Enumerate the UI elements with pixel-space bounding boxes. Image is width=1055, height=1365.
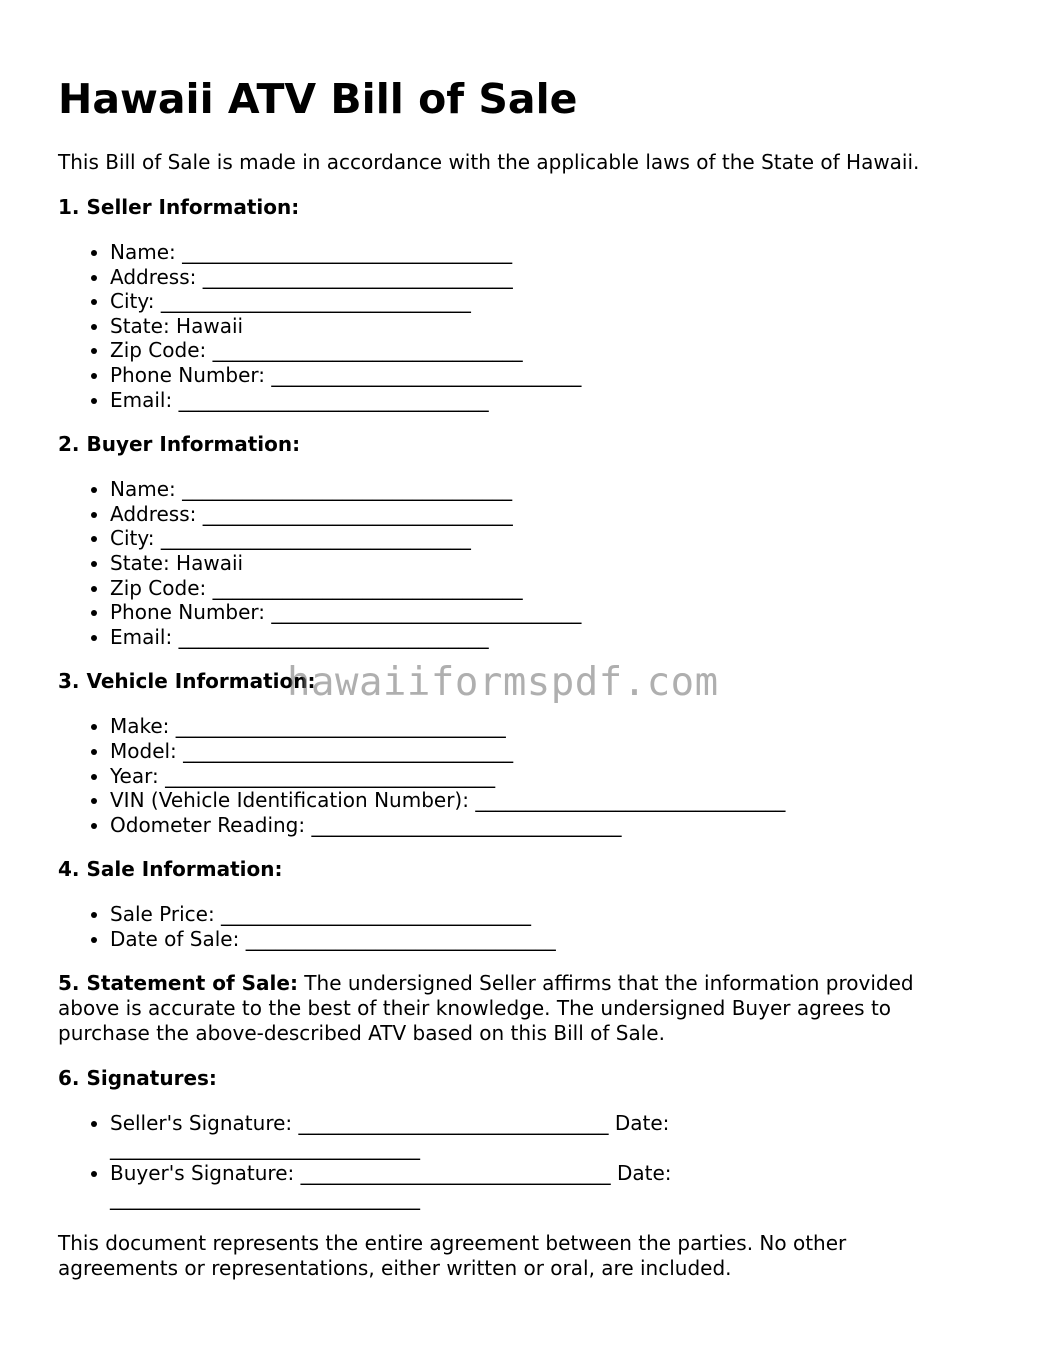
sale-price-field: • Sale Price: _______________________________ bbox=[110, 902, 958, 927]
buyer-address-field: • Address: _______________________________ bbox=[110, 502, 958, 527]
sale-section-heading: 4. Sale Information: bbox=[58, 857, 283, 882]
document-title: Hawaii ATV Bill of Sale bbox=[58, 75, 578, 123]
buyer-signature-field: • Buyer's Signature: _______________________________ Date: _______________________________ bbox=[110, 1161, 720, 1211]
seller-zip-field: • Zip Code: _______________________________ bbox=[110, 338, 958, 363]
sale-date-field: • Date of Sale: _______________________________ bbox=[110, 927, 958, 952]
statement-heading: 5. Statement of Sale: bbox=[58, 971, 298, 996]
buyer-info-list bbox=[58, 477, 958, 649]
seller-info-list bbox=[58, 240, 958, 412]
buyer-zip-field: • Zip Code: _______________________________ bbox=[110, 576, 958, 601]
vehicle-year-field: • Year: _________________________________ bbox=[110, 764, 958, 789]
statement-of-sale bbox=[58, 971, 958, 1046]
seller-email-field: • Email: _______________________________ bbox=[110, 388, 958, 413]
vehicle-odometer-field: • Odometer Reading: _______________________________ bbox=[110, 813, 958, 838]
signatures-section-heading: 6. Signatures: bbox=[58, 1066, 217, 1091]
vehicle-model-field: • Model: _________________________________ bbox=[110, 739, 958, 764]
signatures-list bbox=[58, 1111, 958, 1211]
buyer-email-field: • Email: _______________________________ bbox=[110, 625, 958, 650]
buyer-city-field: • City: _______________________________ bbox=[110, 526, 958, 551]
seller-name-field: • Name: _________________________________ bbox=[110, 240, 958, 265]
seller-city-field: • City: _______________________________ bbox=[110, 289, 958, 314]
seller-phone-field: • Phone Number: _______________________________ bbox=[110, 363, 958, 388]
intro-paragraph: This Bill of Sale is made in accordance with the applicable laws of the State of Hawaii. bbox=[58, 150, 920, 174]
buyer-section-heading: 2. Buyer Information: bbox=[58, 432, 301, 457]
sale-info-list bbox=[58, 902, 958, 951]
vehicle-info-list bbox=[58, 714, 958, 837]
vehicle-vin-field: • VIN (Vehicle Identification Number): _______________________________ bbox=[110, 788, 958, 813]
statement-text: The undersigned Seller affirms that the information provided above is accurate to the best of their knowledge. The undersigned Buyer agrees to purchase the above-described ATV based on this Bill of Sale. bbox=[58, 971, 914, 1046]
seller-state-field: • State: Hawaii bbox=[110, 314, 958, 339]
document-page bbox=[58, 74, 958, 1281]
watermark: hawaiiformspdf.com bbox=[287, 660, 719, 705]
vehicle-section-heading: 3. Vehicle Information: bbox=[58, 669, 316, 694]
seller-section-heading: 1. Seller Information: bbox=[58, 195, 300, 219]
buyer-state-field: • State: Hawaii bbox=[110, 551, 958, 576]
seller-signature-field: • Seller's Signature: _______________________________ Date: _______________________________ bbox=[110, 1111, 720, 1161]
seller-address-field: • Address: _______________________________ bbox=[110, 265, 958, 290]
vehicle-make-field: • Make: _________________________________ bbox=[110, 714, 958, 739]
closing-paragraph: This document represents the entire agreement between the parties. No other agreements or representations, either written or oral, are included. bbox=[58, 1231, 847, 1281]
buyer-name-field: • Name: _________________________________ bbox=[110, 477, 958, 502]
buyer-phone-field: • Phone Number: _______________________________ bbox=[110, 600, 958, 625]
